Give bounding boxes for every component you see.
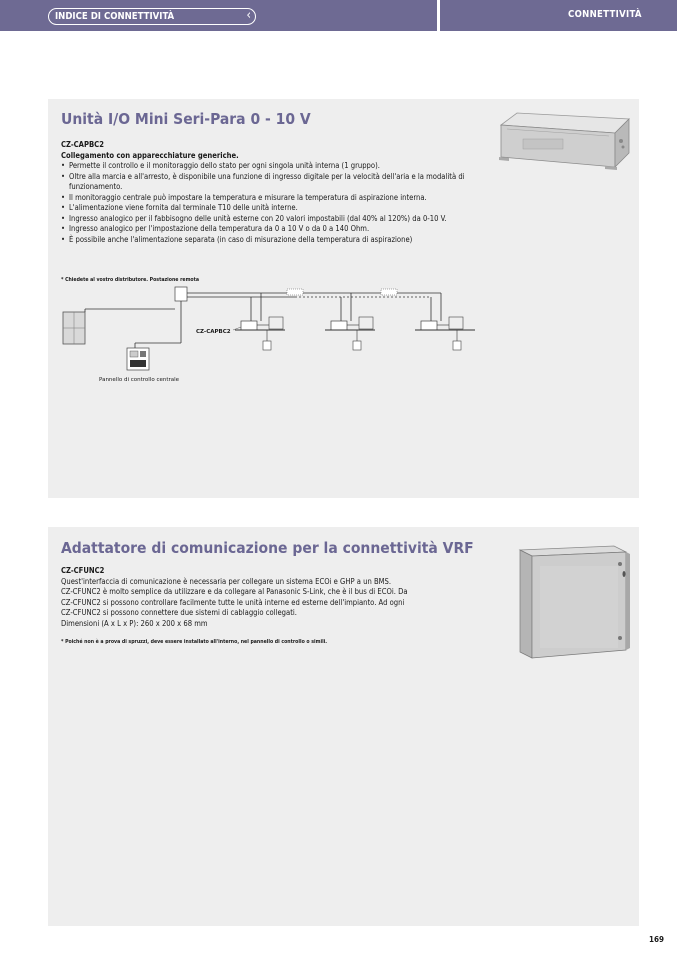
description-line: CZ-CFUNC2 è molto semplice da utilizzare e da collegare al Panasonic S-Link, che è il bus di ECOi. Da (61, 587, 408, 596)
description-line: CZ-CFUNC2 si possono connettere due sistemi di cablaggio collegati. (61, 608, 297, 617)
feature-item: • È possibile anche l'alimentazione separata (in caso di misurazione della temperatura di aspirazione) (61, 235, 491, 246)
feature-item: • Ingresso analogico per l'impostazione della temperatura da 0 a 10 V o da 0 a 140 Ohm. (61, 224, 491, 235)
card-description (61, 140, 491, 245)
capbc2-product-image (497, 111, 631, 173)
header-divider (437, 0, 440, 31)
description-line: Dimensioni (A x L x P): 260 x 200 x 68 mm (61, 618, 208, 628)
description-line: CZ-CFUNC2 si possono controllare facilmente tutte le unità interne ed esterne dell'impianto. Ad ogni (61, 597, 405, 607)
feature-item: • Oltre alla marcia e all'arresto, è disponibile una funzione di ingresso digitale per la velocità dell'aria e la modalità di funzionamento. (61, 172, 491, 193)
product-code: CZ-CAPBC2 (61, 140, 104, 149)
index-label: INDICE DI CONNETTIVITÀ (55, 11, 175, 22)
page-number: 169 (649, 935, 665, 944)
cfunc2-product-image (514, 542, 632, 660)
feature-item: • Permette il controllo e il monitoraggio dello stato per ogni singola unità interna (1 gruppo). (61, 161, 491, 172)
card-title: Unità I/O Mini Seri-Para 0 - 10 V (61, 110, 311, 128)
connectivity-index-button[interactable] (48, 8, 256, 25)
description-line: Quest'interfaccia di comunicazione è necessaria per collegare un sistema ECOi e GHP a un BMS. (61, 576, 392, 586)
top-header-bar (0, 0, 677, 31)
card-description (61, 566, 501, 629)
feature-item: • L'alimentazione viene fornita dal terminale T10 delle unità interne. (61, 203, 491, 214)
card-title: Adattatore di comunicazione per la connettività VRF (61, 539, 474, 557)
wiring-diagram (61, 283, 491, 387)
diagram-device-label: CZ-CAPBC2 (196, 329, 231, 335)
diagram-panel-label: Pannello di controllo centrale (99, 377, 180, 383)
chevron-left-icon: ‹ (246, 8, 251, 23)
card-note: * Poiché non è a prova di spruzzi, deve essere installato all'interno, nel pannello di controllo o simili. (61, 639, 328, 645)
feature-item: • Ingresso analogico per il fabbisogno delle unità esterne con 20 valori impostabili (dal 40% al 120%) da 0-10 V. (61, 214, 491, 225)
feature-list (61, 161, 491, 245)
product-subtitle: Collegamento con apparecchiature generiche. (61, 150, 239, 160)
section-title: CONNETTIVITÀ (568, 9, 642, 20)
feature-item: • Il monitoraggio centrale può impostare la temperatura e misurare la temperatura di aspirazione interna. (61, 193, 491, 204)
product-card-capbc2 (48, 99, 639, 498)
card-note: * Chiedete al vostro distributore. Postazione remota (61, 277, 200, 283)
product-code: CZ-CFUNC2 (61, 566, 105, 575)
product-card-cfunc2 (48, 527, 639, 926)
